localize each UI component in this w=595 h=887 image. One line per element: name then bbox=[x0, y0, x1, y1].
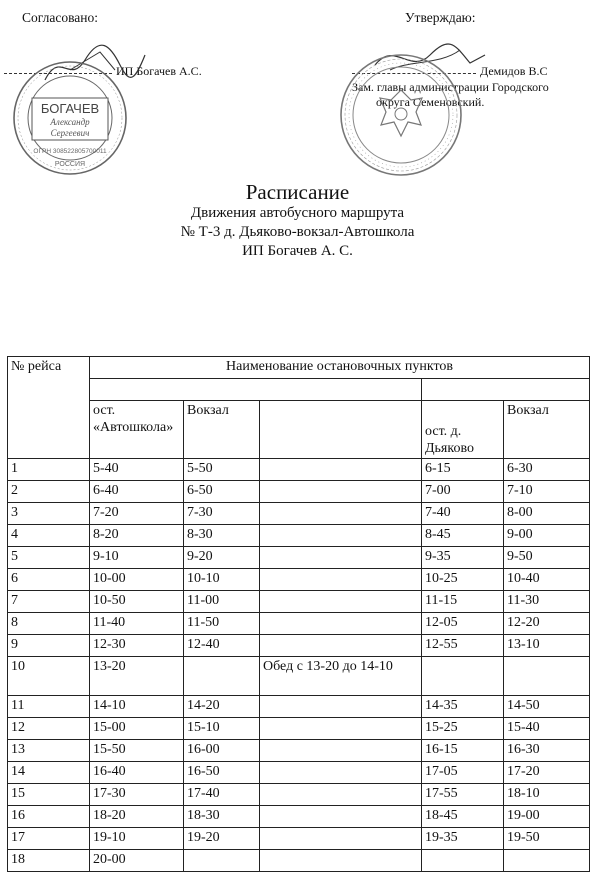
dyakovo-time-cell bbox=[422, 850, 504, 872]
left-signer-name: ИП Богачев А.С. bbox=[116, 64, 202, 78]
stamp-patronymic: Сергеевич bbox=[50, 128, 90, 138]
vokzal-1-time-cell bbox=[184, 657, 260, 696]
avtoshkola-time-cell: 10-00 bbox=[90, 569, 184, 591]
avtoshkola-time-cell: 11-40 bbox=[90, 613, 184, 635]
dyakovo-time-cell: 14-35 bbox=[422, 696, 504, 718]
trip-number-cell: 5 bbox=[8, 547, 90, 569]
table-row bbox=[8, 657, 590, 696]
vokzal-2-time-cell: 6-30 bbox=[504, 459, 590, 481]
table-row bbox=[8, 718, 590, 740]
dyakovo-time-cell: 16-15 bbox=[422, 740, 504, 762]
vokzal-1-time-cell: 5-50 bbox=[184, 459, 260, 481]
note-cell bbox=[260, 696, 422, 718]
eagle-emblem-icon bbox=[380, 90, 422, 136]
table-row bbox=[8, 525, 590, 547]
avtoshkola-time-cell: 15-00 bbox=[90, 718, 184, 740]
schedule-table bbox=[7, 356, 590, 872]
vokzal-1-time-cell bbox=[184, 850, 260, 872]
dyakovo-time-cell bbox=[422, 657, 504, 696]
dyakovo-time-cell: 8-45 bbox=[422, 525, 504, 547]
trip-number-cell: 18 bbox=[8, 850, 90, 872]
note-cell bbox=[260, 762, 422, 784]
trip-number-cell: 1 bbox=[8, 459, 90, 481]
trip-number-cell: 3 bbox=[8, 503, 90, 525]
dyakovo-time-cell: 12-05 bbox=[422, 613, 504, 635]
avtoshkola-time-cell: 16-40 bbox=[90, 762, 184, 784]
vokzal-1-time-cell: 11-00 bbox=[184, 591, 260, 613]
table-row bbox=[8, 613, 590, 635]
right-signer-position-1: Зам. главы администрации Городского bbox=[352, 80, 549, 94]
trip-number-cell: 6 bbox=[8, 569, 90, 591]
vokzal-1-time-cell: 7-30 bbox=[184, 503, 260, 525]
vokzal-1-time-cell: 10-10 bbox=[184, 569, 260, 591]
note-cell bbox=[260, 481, 422, 503]
stamp-ogrn: ОГРН 308522805700011 bbox=[33, 148, 107, 155]
right-signer-position-2: округа Семеновский. bbox=[376, 95, 485, 109]
trip-number-cell: 2 bbox=[8, 481, 90, 503]
vokzal-1-time-cell: 16-00 bbox=[184, 740, 260, 762]
dyakovo-time-cell: 7-40 bbox=[422, 503, 504, 525]
stamp-name: БОГАЧЕВ bbox=[40, 101, 100, 116]
note-cell bbox=[260, 740, 422, 762]
subtitle-route: № Т-3 д. Дьяково-вокзал-Автошкола bbox=[180, 224, 415, 240]
note-cell bbox=[260, 525, 422, 547]
note-cell bbox=[260, 569, 422, 591]
dyakovo-time-cell: 6-15 bbox=[422, 459, 504, 481]
trip-number-cell: 12 bbox=[8, 718, 90, 740]
col-header-dyakovo: ост. д. Дьяково bbox=[422, 401, 504, 459]
table-column-header-row bbox=[8, 401, 590, 459]
vokzal-2-time-cell: 14-50 bbox=[504, 696, 590, 718]
avtoshkola-time-cell: 12-30 bbox=[90, 635, 184, 657]
subheader-cell-right bbox=[422, 379, 590, 401]
vokzal-1-time-cell: 16-50 bbox=[184, 762, 260, 784]
vokzal-1-time-cell: 11-50 bbox=[184, 613, 260, 635]
note-cell bbox=[260, 806, 422, 828]
table-header-row bbox=[8, 357, 590, 379]
trip-number-cell: 14 bbox=[8, 762, 90, 784]
stamp-first-name: Александр bbox=[50, 117, 90, 127]
vokzal-1-time-cell: 18-30 bbox=[184, 806, 260, 828]
table-row bbox=[8, 459, 590, 481]
dyakovo-time-cell: 10-25 bbox=[422, 569, 504, 591]
avtoshkola-time-cell: 7-20 bbox=[90, 503, 184, 525]
approve-label: Утверждаю: bbox=[405, 10, 476, 25]
note-cell bbox=[260, 613, 422, 635]
avtoshkola-time-cell: 15-50 bbox=[90, 740, 184, 762]
table-row bbox=[8, 547, 590, 569]
title-block bbox=[0, 180, 595, 261]
note-cell bbox=[260, 547, 422, 569]
trip-number-cell: 4 bbox=[8, 525, 90, 547]
note-cell bbox=[260, 635, 422, 657]
vokzal-1-time-cell: 15-10 bbox=[184, 718, 260, 740]
table-row bbox=[8, 806, 590, 828]
dyakovo-time-cell: 19-35 bbox=[422, 828, 504, 850]
avtoshkola-time-cell: 9-10 bbox=[90, 547, 184, 569]
vokzal-1-time-cell: 6-50 bbox=[184, 481, 260, 503]
col-header-avtoshkola: ост. «Автошкола» bbox=[90, 401, 184, 459]
vokzal-2-time-cell: 9-50 bbox=[504, 547, 590, 569]
vokzal-2-time-cell: 11-30 bbox=[504, 591, 590, 613]
table-row bbox=[8, 762, 590, 784]
vokzal-2-time-cell: 10-40 bbox=[504, 569, 590, 591]
avtoshkola-time-cell: 8-20 bbox=[90, 525, 184, 547]
avtoshkola-time-cell: 20-00 bbox=[90, 850, 184, 872]
table-row bbox=[8, 635, 590, 657]
dyakovo-time-cell: 12-55 bbox=[422, 635, 504, 657]
trip-number-cell: 9 bbox=[8, 635, 90, 657]
note-cell bbox=[260, 850, 422, 872]
note-cell: Обед с 13-20 до 14-10 bbox=[260, 657, 422, 696]
trip-number-cell: 11 bbox=[8, 696, 90, 718]
trip-number-header: № рейса bbox=[8, 357, 90, 459]
vokzal-1-time-cell: 8-30 bbox=[184, 525, 260, 547]
avtoshkola-time-cell: 14-10 bbox=[90, 696, 184, 718]
note-cell bbox=[260, 591, 422, 613]
vokzal-2-time-cell: 16-30 bbox=[504, 740, 590, 762]
avtoshkola-time-cell: 19-10 bbox=[90, 828, 184, 850]
stops-header: Наименование остановочных пунктов bbox=[90, 357, 590, 379]
avtoshkola-time-cell: 13-20 bbox=[90, 657, 184, 696]
table-row bbox=[8, 569, 590, 591]
dyakovo-time-cell: 11-15 bbox=[422, 591, 504, 613]
dyakovo-time-cell: 9-35 bbox=[422, 547, 504, 569]
right-signer-name: Демидов В.С bbox=[480, 64, 548, 78]
trip-number-cell: 10 bbox=[8, 657, 90, 696]
avtoshkola-time-cell: 10-50 bbox=[90, 591, 184, 613]
col-header-vokzal-1: Вокзал bbox=[184, 401, 260, 459]
dyakovo-time-cell: 17-55 bbox=[422, 784, 504, 806]
avtoshkola-time-cell: 6-40 bbox=[90, 481, 184, 503]
subtitle-line-1: Движения автобусного маршрута bbox=[190, 205, 405, 221]
dyakovo-time-cell: 17-05 bbox=[422, 762, 504, 784]
table-row bbox=[8, 740, 590, 762]
note-cell bbox=[260, 503, 422, 525]
subtitle-operator: ИП Богачев А. С. bbox=[242, 243, 353, 259]
trip-number-cell: 7 bbox=[8, 591, 90, 613]
table-row bbox=[8, 784, 590, 806]
trip-number-cell: 15 bbox=[8, 784, 90, 806]
document-title: Расписание bbox=[245, 180, 350, 204]
note-cell bbox=[260, 828, 422, 850]
vokzal-2-time-cell: 17-20 bbox=[504, 762, 590, 784]
trip-number-cell: 8 bbox=[8, 613, 90, 635]
vokzal-2-time-cell: 15-40 bbox=[504, 718, 590, 740]
subheader-cell-left bbox=[90, 379, 422, 401]
vokzal-2-time-cell: 9-00 bbox=[504, 525, 590, 547]
avtoshkola-time-cell: 5-40 bbox=[90, 459, 184, 481]
right-round-stamp bbox=[336, 50, 466, 180]
dyakovo-time-cell: 7-00 bbox=[422, 481, 504, 503]
vokzal-2-time-cell: 18-10 bbox=[504, 784, 590, 806]
col-header-vokzal-2: Вокзал bbox=[504, 401, 590, 459]
vokzal-2-time-cell: 19-00 bbox=[504, 806, 590, 828]
vokzal-1-time-cell: 12-40 bbox=[184, 635, 260, 657]
vokzal-2-time-cell: 19-50 bbox=[504, 828, 590, 850]
table-subheader-row bbox=[8, 379, 590, 401]
vokzal-2-time-cell: 13-10 bbox=[504, 635, 590, 657]
col-header-blank bbox=[260, 401, 422, 459]
vokzal-2-time-cell: 12-20 bbox=[504, 613, 590, 635]
dyakovo-time-cell: 18-45 bbox=[422, 806, 504, 828]
note-cell bbox=[260, 718, 422, 740]
vokzal-2-time-cell: 8-00 bbox=[504, 503, 590, 525]
agreed-label: Согласовано: bbox=[22, 10, 98, 25]
vokzal-1-time-cell: 17-40 bbox=[184, 784, 260, 806]
note-cell bbox=[260, 784, 422, 806]
note-cell bbox=[260, 459, 422, 481]
trip-number-cell: 16 bbox=[8, 806, 90, 828]
dyakovo-time-cell: 15-25 bbox=[422, 718, 504, 740]
table-row bbox=[8, 591, 590, 613]
left-round-stamp bbox=[10, 58, 130, 178]
vokzal-1-time-cell: 19-20 bbox=[184, 828, 260, 850]
vokzal-1-time-cell: 9-20 bbox=[184, 547, 260, 569]
table-row bbox=[8, 481, 590, 503]
avtoshkola-time-cell: 18-20 bbox=[90, 806, 184, 828]
table-row bbox=[8, 503, 590, 525]
avtoshkola-time-cell: 17-30 bbox=[90, 784, 184, 806]
trip-number-cell: 13 bbox=[8, 740, 90, 762]
stamp-country: РОССИЯ bbox=[54, 161, 86, 168]
table-row bbox=[8, 850, 590, 872]
vokzal-2-time-cell: 7-10 bbox=[504, 481, 590, 503]
table-row bbox=[8, 696, 590, 718]
table-row bbox=[8, 828, 590, 850]
trip-number-cell: 17 bbox=[8, 828, 90, 850]
vokzal-1-time-cell: 14-20 bbox=[184, 696, 260, 718]
vokzal-2-time-cell bbox=[504, 850, 590, 872]
vokzal-2-time-cell bbox=[504, 657, 590, 696]
